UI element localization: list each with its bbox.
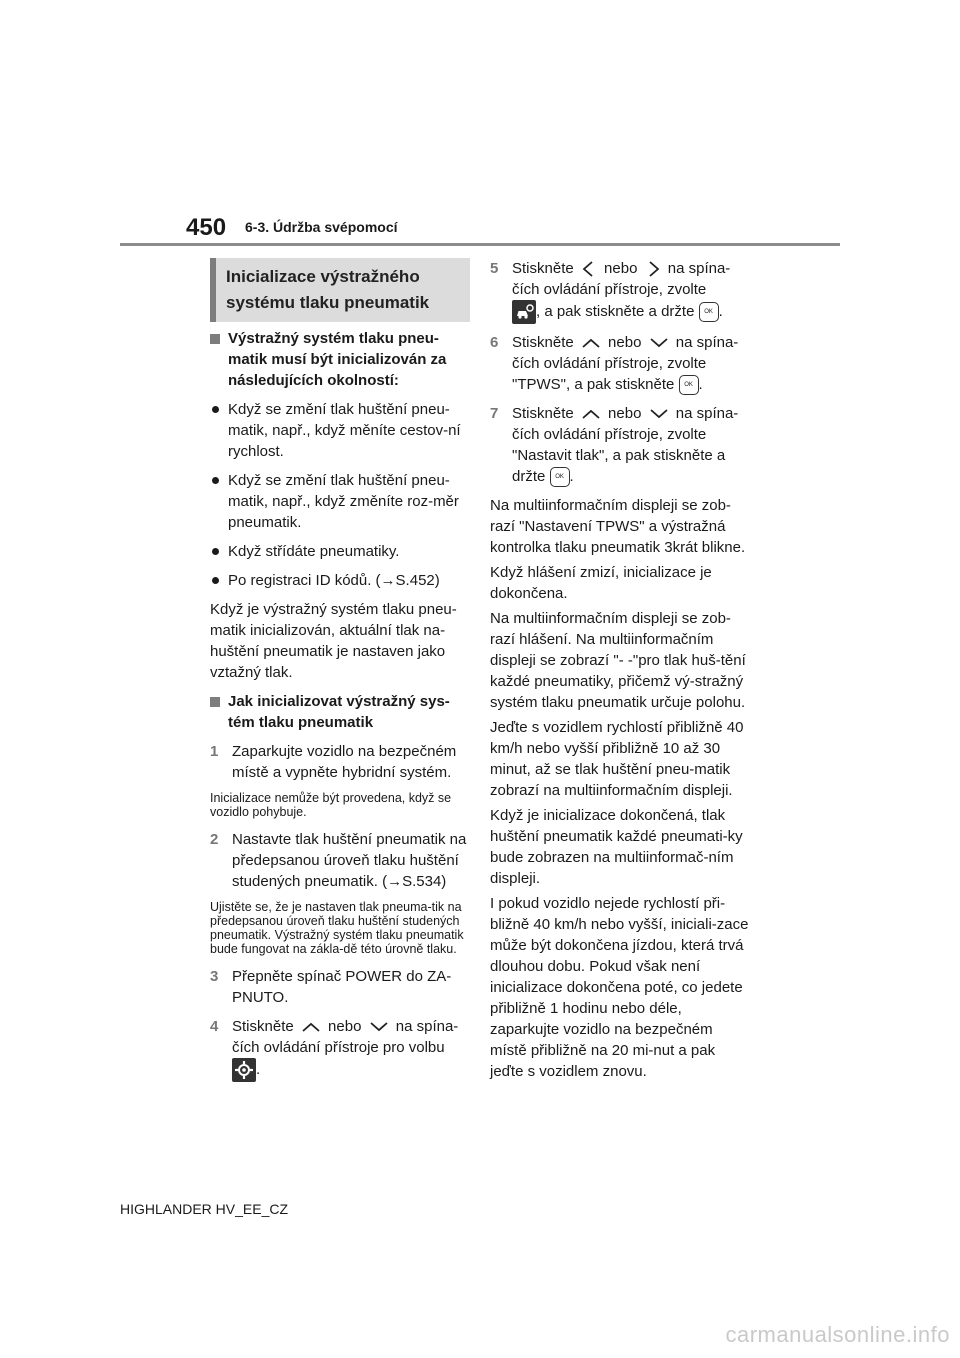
subheading-conditions: Výstražný systém tlaku pneu-matik musí být inicializován za následujících okolností: <box>210 328 470 391</box>
footer-model-code: HIGHLANDER HV_EE_CZ <box>120 1201 289 1217</box>
chevron-left-icon <box>578 260 600 278</box>
list-item: Když se změní tlak huštění pneu-matik, např., když měníte cestov-ní rychlost. <box>210 399 470 462</box>
note: Inicializace nemůže být provedena, když se vozidlo pohybuje. <box>210 791 452 819</box>
step-7: 7 Stiskněte nebo na spína-čích ovládání přístroje, zvolte "Nastavit tlak", a pak stiskněte a držte OK . <box>490 403 752 487</box>
step-6: 6 Stiskněte nebo na spína-čích ovládání přístroje, zvolte "TPWS", a pak stiskněte OK . <box>490 332 752 395</box>
bullet-dot-icon <box>212 477 219 484</box>
paragraph: Když je výstražný systém tlaku pneu-matik inicializován, aktuální tlak na-huštění pneumatik je nastaven jako vztažný tlak. <box>210 601 457 681</box>
bullet-dot-icon <box>212 548 219 555</box>
chevron-down-icon <box>646 336 672 350</box>
bullet-dot-icon <box>212 406 219 413</box>
chevron-down-icon <box>646 407 672 421</box>
step-5: 5 Stiskněte nebo na spína-čích ovládání přístroje, zvolte , a pak stiskněte a držte OK . <box>490 258 752 324</box>
list-item: Po registraci ID kódů. (→S.452) <box>210 570 470 591</box>
paragraph: Na multiinformačním displeji se zob-razí "Nastavení TPWS" a výstražná kontrolka tlaku pneumatik 3krát blikne. <box>490 497 746 557</box>
subheading-howto: Jak inicializovat výstražný sys-tém tlaku pneumatik <box>210 691 470 733</box>
ok-button-icon: OK <box>679 375 699 395</box>
header-rule <box>120 243 840 246</box>
paragraph: Když hlášení zmizí, inicializace je dokončena. <box>490 564 712 603</box>
note: Ujistěte se, že je nastaven tlak pneuma-tik na předepsanou úroveň tlaku huštění studených pneumatik. Výstražný systém tlaku pneumatik bude fungovat na zákla-dě této úrovně tlaku. <box>210 900 464 956</box>
chevron-up-icon <box>578 336 604 350</box>
page-number: 450 <box>186 214 227 241</box>
right-column <box>490 258 752 1086</box>
paragraph: Na multiinformačním displeji se zob-razí hlášení. Na multiinformačním displeji se zobrazí "- -"pro tlak huš-tění každé pneumatiky, přičemž vý-stražný systém tlaku pneumatik určuje polohu. <box>490 610 746 712</box>
paragraph: Jeďte s vozidlem rychlostí přibližně 40 km/h nebo vyšší přibližně 10 až 30 minut, až se tlak huštění pneu-matik zobrazí na multiinformačním displeji. <box>490 719 744 800</box>
chevron-up-icon <box>298 1020 324 1034</box>
step-4: 4 Stiskněte nebo na spína-čích ovládání přístroje pro volbu . <box>210 1016 470 1082</box>
square-bullet-icon <box>210 334 220 344</box>
list-item: Když střídáte pneumatiky. <box>210 541 470 562</box>
chevron-right-icon <box>642 260 664 278</box>
step-3: 3 Přepněte spínač POWER do ZA-PNUTO. <box>210 968 452 1006</box>
vehicle-settings-icon <box>512 300 536 324</box>
ok-button-icon: OK <box>699 302 719 322</box>
step-2: 2 Nastavte tlak huštění pneumatik na předepsanou úroveň tlaku huštění studených pneumatik. (→S.534) <box>210 831 467 890</box>
paragraph: I pokud vozidlo nejede rychlostí při-bližně 40 km/h nebo vyšší, iniciali-zace může být dokončena jízdou, která trvá dlouhou dobu. Pokud však není inicializace dokončena poté, co jedete přibližně 1 hodinu nebo déle, zaparkujte vozidlo na bezpečném místě přibližně na 20 mi-nut a pak jeďte s vozidlem znovu. <box>490 895 749 1081</box>
paragraph: Když je inicializace dokončená, tlak huštění pneumatik každé pneumati-ky bude zobrazen na multiinformač-ním displeji. <box>490 807 743 888</box>
watermark: carmanualsonline.info <box>725 1322 950 1347</box>
chevron-up-icon <box>578 407 604 421</box>
settings-gear-icon <box>232 1058 256 1082</box>
section-heading: Inicializace výstražného systému tlaku pneumatik <box>210 258 470 322</box>
ok-button-icon: OK <box>550 467 570 487</box>
bullet-dot-icon <box>212 577 219 584</box>
list-item: Když se změní tlak huštění pneu-matik, např., když změníte roz-měr pneumatik. <box>210 470 470 533</box>
section-title: 6-3. Údržba svépomocí <box>245 219 398 235</box>
chevron-down-icon <box>366 1020 392 1034</box>
step-1: 1 Zaparkujte vozidlo na bezpečném místě a vypněte hybridní systém. <box>210 743 457 781</box>
left-column <box>210 258 470 1090</box>
square-bullet-icon <box>210 697 220 707</box>
